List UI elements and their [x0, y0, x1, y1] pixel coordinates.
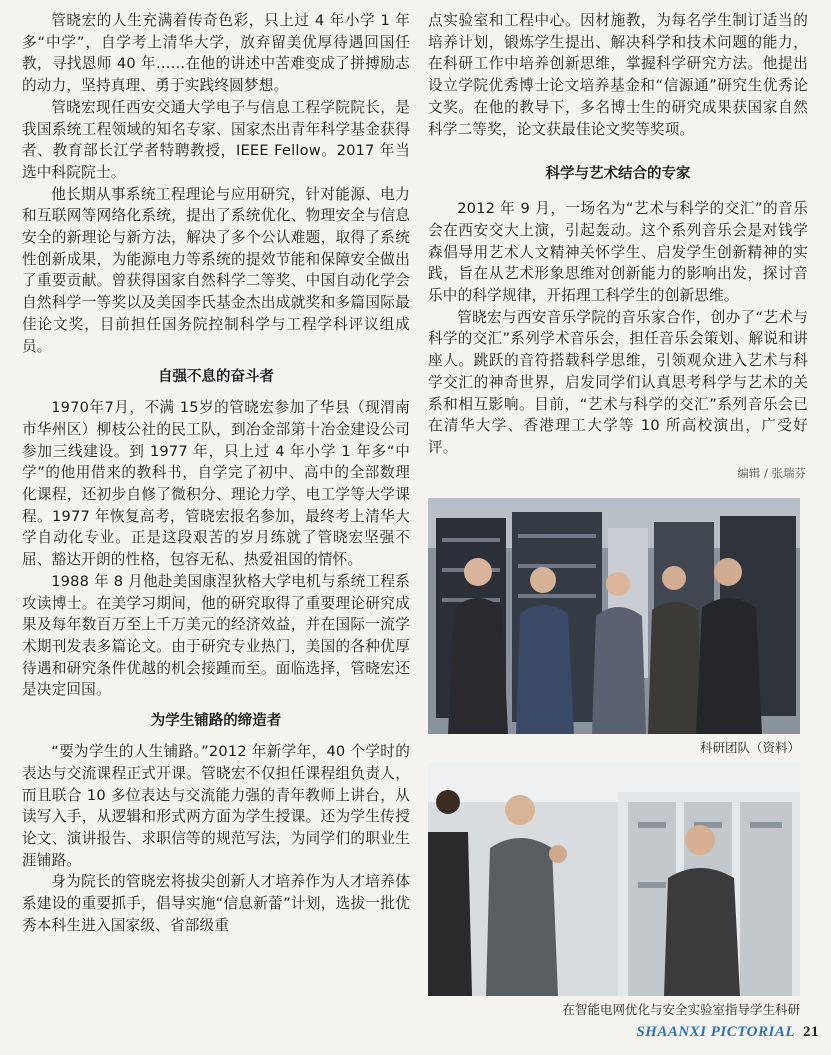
paragraph: 点实验室和工程中心。因材施教，为每名学生制订适当的培养计划，锻炼学生提出、解决科学和技术问题的能力，在科研工作中培养创新思维，掌握科学研究方法。他提出设立学院优秀博士论文培养基金和“信源通”研究生优秀论文奖。在他的教导下，多名博士生的研究成果获国家自然科学二等奖，论文获最佳论文奖等奖项。 — [428, 12, 808, 138]
paragraph: 管晓宏的人生充满着传奇色彩，只上过 4 年小学 1 年多“中学”，自学考上清华大学，放弃留美优厚待遇回国任教，寻找恩师 40 年……在他的讲述中苦难变成了拼搏励志的动力，坚持真理、勇于实践终圆梦想。 — [22, 12, 410, 95]
team-photo — [428, 498, 800, 734]
paragraph: 他长期从事系统工程理论与应用研究，针对能源、电力和互联网等网络化系统，提出了系统优化、物理安全与信息安全的新理论与新方法，解决了多个公认难题，取得了系统性创新成果，为能源电力等系统的提效节能和保障安全做出了重要贡献。曾获得国家自然科学二等奖、中国自动化学会自然科学一等奖以及美国李氏基金杰出成就奖和多篇国际最佳论文奖，目前担任国务院控制科学与工程学科评议组成员。 — [22, 185, 410, 355]
paragraph: “要为学生的人生铺路。”2012 年新学年，40 个学时的表达与交流课程正式开课。管晓宏不仅担任课程组负责人，而且联合 10 多位表达与交流能力强的青年教师上讲台，从读写入手，从逻辑和形式两方面为学生授课。还为学生传授论文、演讲报告、求职信等的规范写法，为同学们的职业生涯铺路。 — [22, 743, 410, 869]
lab-photo — [428, 762, 800, 996]
page-footer — [636, 1024, 819, 1041]
left-column — [22, 10, 410, 936]
paragraph: 2012 年 9 月，一场名为“艺术与科学的交汇”的音乐会在西安交大上演，引起轰动。这个系列音乐会是对钱学森倡导用艺术人文精神关怀学生、启发学生创新精神的实践，旨在从艺术形象思维对创新能力的影响出发，探讨音乐中的科学规律，开拓理工科学生的创新思维。 — [428, 200, 808, 305]
magazine-brand: SHAANXI PICTORIAL — [636, 1024, 795, 1040]
paragraph: 身为院长的管晓宏将拔尖创新人才培养作为人才培养体系建设的重要抓手，倡导实施“信息新蕾”计划，选拔一批优秀本科生进入国家级、省部级重 — [22, 873, 410, 934]
right-column — [428, 10, 808, 481]
page-number: 21 — [803, 1024, 819, 1040]
paragraph: 管晓宏与西安音乐学院的音乐家合作，创办了“艺术与科学的交汇”系列学术音乐会，担任音乐会策划、解说和讲座人。跳跃的音符搭载科学思维，引领观众进入艺术与科学交汇的神奇世界，启发同学们认真思考科学与艺术的关系和相互影响。目前，“艺术与科学的交汇”系列音乐会已在清华大学、香港理工大学等 10 所高校演出，广受好评。 — [428, 308, 808, 456]
paragraph: 1970年7月，不满 15岁的管晓宏参加了华县（现渭南市华州区）柳枝公社的民工队，到冶金部第十冶金建设公司参加三线建设。到 1977 年，只上过 4 年小学 1 年多“中学”的他用借来的教科书，自学完了初中、高中的全部数理化课程，还初步自修了微积分、理论力学、电工学等大学课程。1977 年恢复高考，管晓宏报名参加，最终考上清华大学自动化专业。正是这段艰苦的岁月练就了管晓宏坚强不屈、豁达开朗的性格，包容无私、热爱祖国的情怀。 — [22, 399, 410, 569]
photo-caption: 在智能电网优化与安全实验室指导学生科研 — [562, 1002, 800, 1017]
section-heading: 自强不息的奋斗者 — [158, 369, 274, 386]
paragraph: 1988 年 8 月他赴美国康涅狄格大学电机与系统工程系攻读博士。在美学习期间，他的研究取得了重要理论研究成果及每年数百万至上千万美元的经济效益，并在国际一流学术期刊发表多篇论文。由于研究专业热门，美国的各种优厚待遇和研究条件优越的机会接踵而至。面临选择，管晓宏还是决定回国。 — [22, 572, 410, 699]
section-heading: 为学生铺路的缔造者 — [150, 713, 282, 730]
paragraph: 管晓宏现任西安交通大学电子与信息工程学院院长，是我国系统工程领域的知名专家、国家杰出青年科学基金获得者、教育部长江学者特聘教授，IEEE Fellow。2017 年当选中科院院士。 — [22, 98, 410, 181]
photo-caption: 科研团队（资料） — [699, 740, 800, 755]
editor-credit: 编辑 / 张瑞芬 — [737, 465, 806, 480]
section-heading: 科学与艺术结合的专家 — [545, 166, 691, 183]
